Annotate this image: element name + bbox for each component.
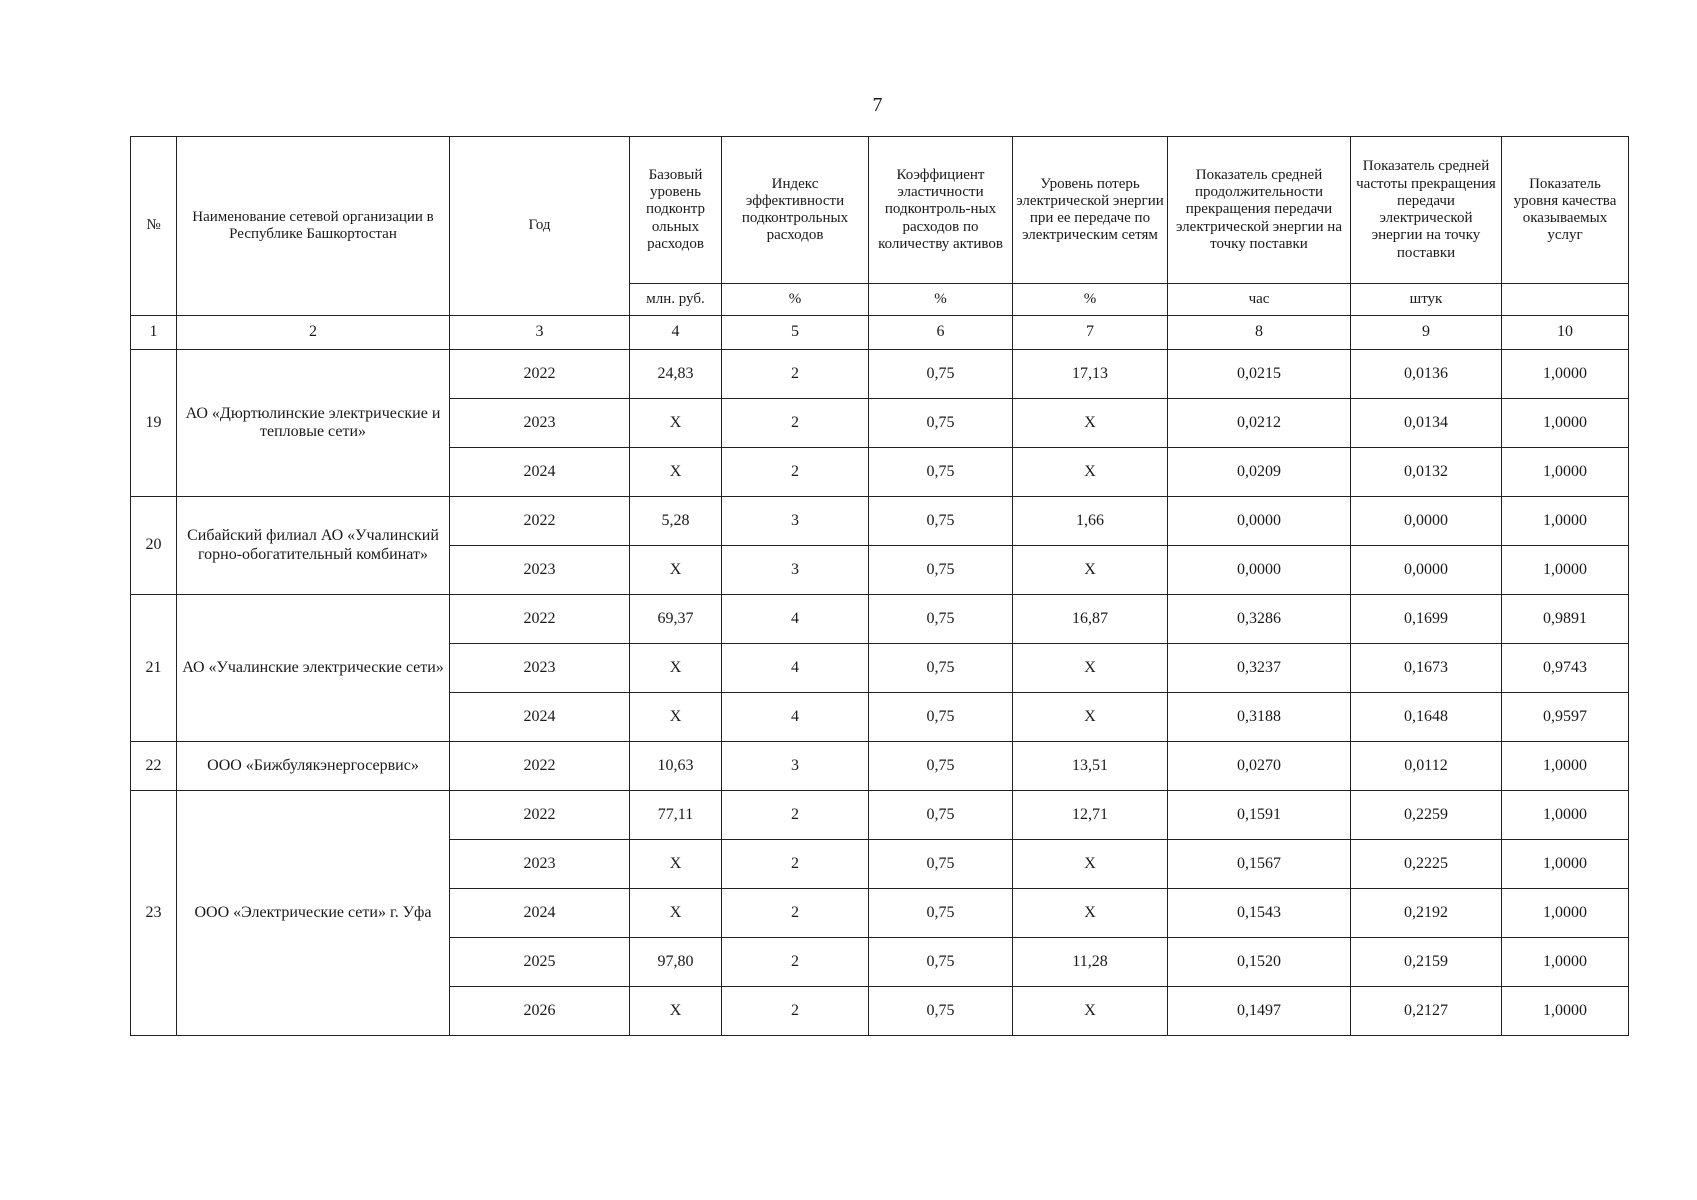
column-number: 3 bbox=[450, 316, 630, 350]
quality-cell: 1,0000 bbox=[1502, 791, 1629, 840]
index-cell: 4 bbox=[722, 693, 869, 742]
index-cell: 2 bbox=[722, 448, 869, 497]
base-cell: 24,83 bbox=[630, 350, 722, 399]
coef-cell: 0,75 bbox=[869, 448, 1013, 497]
unit-coef: % bbox=[869, 284, 1013, 316]
year-cell: 2023 bbox=[450, 840, 630, 889]
coef-cell: 0,75 bbox=[869, 889, 1013, 938]
coef-cell: 0,75 bbox=[869, 840, 1013, 889]
index-cell: 4 bbox=[722, 644, 869, 693]
org-name: ООО «Бижбулякэнергосервис» bbox=[177, 742, 450, 791]
year-cell: 2023 bbox=[450, 546, 630, 595]
frequency-cell: 0,2127 bbox=[1351, 987, 1502, 1036]
losses-cell: 16,87 bbox=[1013, 595, 1168, 644]
losses-cell: X bbox=[1013, 546, 1168, 595]
header-duration: Показатель средней продолжительности прекращения передачи электрической энергии на точку поставки bbox=[1168, 137, 1351, 284]
table-row bbox=[131, 350, 1629, 399]
page-number: 7 bbox=[872, 94, 883, 116]
year-cell: 2022 bbox=[450, 497, 630, 546]
frequency-cell: 0,0000 bbox=[1351, 497, 1502, 546]
quality-cell: 1,0000 bbox=[1502, 742, 1629, 791]
duration-cell: 0,1497 bbox=[1168, 987, 1351, 1036]
column-number: 1 bbox=[131, 316, 177, 350]
base-cell: 97,80 bbox=[630, 938, 722, 987]
table-row bbox=[131, 497, 1629, 546]
coef-cell: 0,75 bbox=[869, 693, 1013, 742]
losses-cell: X bbox=[1013, 889, 1168, 938]
frequency-cell: 0,2259 bbox=[1351, 791, 1502, 840]
coef-cell: 0,75 bbox=[869, 987, 1013, 1036]
base-cell: 77,11 bbox=[630, 791, 722, 840]
index-cell: 2 bbox=[722, 987, 869, 1036]
losses-cell: X bbox=[1013, 840, 1168, 889]
base-cell: 5,28 bbox=[630, 497, 722, 546]
year-cell: 2023 bbox=[450, 399, 630, 448]
column-number: 7 bbox=[1013, 316, 1168, 350]
frequency-cell: 0,0134 bbox=[1351, 399, 1502, 448]
year-cell: 2024 bbox=[450, 693, 630, 742]
header-num: № bbox=[131, 137, 177, 316]
frequency-cell: 0,1648 bbox=[1351, 693, 1502, 742]
index-cell: 4 bbox=[722, 595, 869, 644]
duration-cell: 0,0212 bbox=[1168, 399, 1351, 448]
column-numbers-row bbox=[131, 316, 1629, 350]
duration-cell: 0,0000 bbox=[1168, 546, 1351, 595]
losses-cell: X bbox=[1013, 644, 1168, 693]
column-number: 4 bbox=[630, 316, 722, 350]
quality-cell: 1,0000 bbox=[1502, 350, 1629, 399]
header-quality: Показатель уровня качества оказываемых услуг bbox=[1502, 137, 1629, 284]
losses-cell: 13,51 bbox=[1013, 742, 1168, 791]
losses-cell: X bbox=[1013, 399, 1168, 448]
base-cell: X bbox=[630, 546, 722, 595]
index-cell: 2 bbox=[722, 399, 869, 448]
org-name: АО «Дюртюлинские электрические и тепловые сети» bbox=[177, 350, 450, 497]
column-number: 2 bbox=[177, 316, 450, 350]
tariff-table bbox=[130, 136, 1629, 1036]
year-cell: 2026 bbox=[450, 987, 630, 1036]
frequency-cell: 0,0112 bbox=[1351, 742, 1502, 791]
header-org: Наименование сетевой организации в Республике Башкортостан bbox=[177, 137, 450, 316]
duration-cell: 0,1543 bbox=[1168, 889, 1351, 938]
index-cell: 3 bbox=[722, 497, 869, 546]
year-cell: 2024 bbox=[450, 889, 630, 938]
base-cell: 69,37 bbox=[630, 595, 722, 644]
quality-cell: 1,0000 bbox=[1502, 889, 1629, 938]
quality-cell: 1,0000 bbox=[1502, 399, 1629, 448]
duration-cell: 0,0209 bbox=[1168, 448, 1351, 497]
coef-cell: 0,75 bbox=[869, 350, 1013, 399]
coef-cell: 0,75 bbox=[869, 399, 1013, 448]
losses-cell: 11,28 bbox=[1013, 938, 1168, 987]
coef-cell: 0,75 bbox=[869, 742, 1013, 791]
duration-cell: 0,3237 bbox=[1168, 644, 1351, 693]
index-cell: 2 bbox=[722, 889, 869, 938]
header-frequency: Показатель средней частоты прекращения передачи электрической энергии на точку поставки bbox=[1351, 137, 1502, 284]
org-name: Сибайский филиал АО «Учалинский горно-обогатительный комбинат» bbox=[177, 497, 450, 595]
column-number: 8 bbox=[1168, 316, 1351, 350]
header-row bbox=[131, 137, 1629, 284]
org-number: 20 bbox=[131, 497, 177, 595]
org-name: АО «Учалинские электрические сети» bbox=[177, 595, 450, 742]
org-number: 21 bbox=[131, 595, 177, 742]
duration-cell: 0,3188 bbox=[1168, 693, 1351, 742]
header-index: Индекс эффективности подконтрольных расходов bbox=[722, 137, 869, 284]
table-row bbox=[131, 791, 1629, 840]
base-cell: X bbox=[630, 987, 722, 1036]
org-number: 19 bbox=[131, 350, 177, 497]
base-cell: X bbox=[630, 644, 722, 693]
quality-cell: 1,0000 bbox=[1502, 840, 1629, 889]
duration-cell: 0,0000 bbox=[1168, 497, 1351, 546]
quality-cell: 1,0000 bbox=[1502, 987, 1629, 1036]
year-cell: 2023 bbox=[450, 644, 630, 693]
duration-cell: 0,1591 bbox=[1168, 791, 1351, 840]
index-cell: 3 bbox=[722, 742, 869, 791]
losses-cell: 1,66 bbox=[1013, 497, 1168, 546]
base-cell: X bbox=[630, 693, 722, 742]
index-cell: 2 bbox=[722, 350, 869, 399]
duration-cell: 0,0270 bbox=[1168, 742, 1351, 791]
org-number: 23 bbox=[131, 791, 177, 1036]
losses-cell: 17,13 bbox=[1013, 350, 1168, 399]
unit-frequency: штук bbox=[1351, 284, 1502, 316]
year-cell: 2024 bbox=[450, 448, 630, 497]
column-number: 6 bbox=[869, 316, 1013, 350]
losses-cell: X bbox=[1013, 987, 1168, 1036]
frequency-cell: 0,2225 bbox=[1351, 840, 1502, 889]
header-losses: Уровень потерь электрической энергии при ее передаче по электрическим сетям bbox=[1013, 137, 1168, 284]
frequency-cell: 0,1673 bbox=[1351, 644, 1502, 693]
unit-base: млн. руб. bbox=[630, 284, 722, 316]
base-cell: X bbox=[630, 448, 722, 497]
base-cell: 10,63 bbox=[630, 742, 722, 791]
header-year: Год bbox=[450, 137, 630, 316]
losses-cell: X bbox=[1013, 693, 1168, 742]
header-base: Базовый уровень подконтр ольных расходов bbox=[630, 137, 722, 284]
losses-cell: X bbox=[1013, 448, 1168, 497]
index-cell: 2 bbox=[722, 840, 869, 889]
quality-cell: 0,9597 bbox=[1502, 693, 1629, 742]
org-number: 22 bbox=[131, 742, 177, 791]
quality-cell: 1,0000 bbox=[1502, 546, 1629, 595]
base-cell: X bbox=[630, 399, 722, 448]
header-coef: Коэффициент эластичности подконтроль-ных расходов по количеству активов bbox=[869, 137, 1013, 284]
column-number: 5 bbox=[722, 316, 869, 350]
coef-cell: 0,75 bbox=[869, 497, 1013, 546]
index-cell: 3 bbox=[722, 546, 869, 595]
year-cell: 2022 bbox=[450, 350, 630, 399]
coef-cell: 0,75 bbox=[869, 938, 1013, 987]
unit-quality bbox=[1502, 284, 1629, 316]
coef-cell: 0,75 bbox=[869, 791, 1013, 840]
table-row bbox=[131, 595, 1629, 644]
org-name: ООО «Электрические сети» г. Уфа bbox=[177, 791, 450, 1036]
frequency-cell: 0,0132 bbox=[1351, 448, 1502, 497]
frequency-cell: 0,0000 bbox=[1351, 546, 1502, 595]
quality-cell: 0,9743 bbox=[1502, 644, 1629, 693]
losses-cell: 12,71 bbox=[1013, 791, 1168, 840]
coef-cell: 0,75 bbox=[869, 546, 1013, 595]
unit-index: % bbox=[722, 284, 869, 316]
unit-losses: % bbox=[1013, 284, 1168, 316]
index-cell: 2 bbox=[722, 938, 869, 987]
base-cell: X bbox=[630, 889, 722, 938]
quality-cell: 1,0000 bbox=[1502, 938, 1629, 987]
year-cell: 2025 bbox=[450, 938, 630, 987]
year-cell: 2022 bbox=[450, 595, 630, 644]
quality-cell: 1,0000 bbox=[1502, 448, 1629, 497]
frequency-cell: 0,0136 bbox=[1351, 350, 1502, 399]
quality-cell: 0,9891 bbox=[1502, 595, 1629, 644]
year-cell: 2022 bbox=[450, 791, 630, 840]
frequency-cell: 0,1699 bbox=[1351, 595, 1502, 644]
coef-cell: 0,75 bbox=[869, 644, 1013, 693]
column-number: 10 bbox=[1502, 316, 1629, 350]
column-number: 9 bbox=[1351, 316, 1502, 350]
duration-cell: 0,1520 bbox=[1168, 938, 1351, 987]
year-cell: 2022 bbox=[450, 742, 630, 791]
frequency-cell: 0,2192 bbox=[1351, 889, 1502, 938]
duration-cell: 0,1567 bbox=[1168, 840, 1351, 889]
coef-cell: 0,75 bbox=[869, 595, 1013, 644]
duration-cell: 0,3286 bbox=[1168, 595, 1351, 644]
duration-cell: 0,0215 bbox=[1168, 350, 1351, 399]
quality-cell: 1,0000 bbox=[1502, 497, 1629, 546]
index-cell: 2 bbox=[722, 791, 869, 840]
unit-duration: час bbox=[1168, 284, 1351, 316]
base-cell: X bbox=[630, 840, 722, 889]
table-row bbox=[131, 742, 1629, 791]
frequency-cell: 0,2159 bbox=[1351, 938, 1502, 987]
